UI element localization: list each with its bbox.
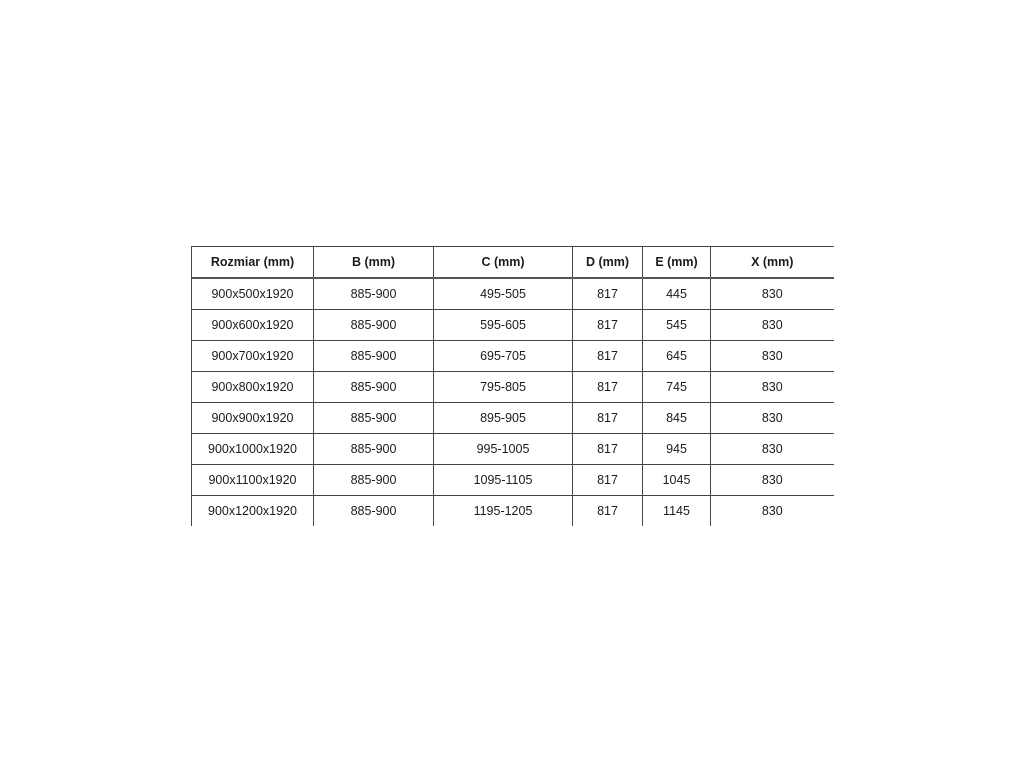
column-header-b: B (mm)	[314, 247, 434, 279]
cell-e: 945	[643, 434, 711, 465]
cell-rozmiar: 900x600x1920	[192, 310, 314, 341]
cell-rozmiar: 900x1000x1920	[192, 434, 314, 465]
cell-e: 545	[643, 310, 711, 341]
cell-x: 830	[711, 278, 834, 310]
cell-x: 830	[711, 341, 834, 372]
cell-d: 817	[573, 496, 643, 527]
cell-b: 885-900	[314, 403, 434, 434]
cell-c: 1195-1205	[434, 496, 573, 527]
column-header-c: C (mm)	[434, 247, 573, 279]
cell-d: 817	[573, 465, 643, 496]
table-row	[192, 496, 834, 527]
cell-x: 830	[711, 465, 834, 496]
table-row	[192, 341, 834, 372]
cell-e: 745	[643, 372, 711, 403]
table-header	[192, 247, 834, 279]
table-body	[192, 278, 834, 526]
cell-rozmiar: 900x1200x1920	[192, 496, 314, 527]
cell-rozmiar: 900x700x1920	[192, 341, 314, 372]
cell-e: 1145	[643, 496, 711, 527]
cell-x: 830	[711, 496, 834, 527]
cell-b: 885-900	[314, 434, 434, 465]
cell-rozmiar: 900x900x1920	[192, 403, 314, 434]
column-header-d: D (mm)	[573, 247, 643, 279]
cell-c: 595-605	[434, 310, 573, 341]
column-header-e: E (mm)	[643, 247, 711, 279]
cell-e: 445	[643, 278, 711, 310]
cell-d: 817	[573, 372, 643, 403]
cell-d: 817	[573, 341, 643, 372]
table-row	[192, 465, 834, 496]
cell-b: 885-900	[314, 496, 434, 527]
cell-x: 830	[711, 372, 834, 403]
cell-x: 830	[711, 434, 834, 465]
cell-x: 830	[711, 310, 834, 341]
cell-e: 645	[643, 341, 711, 372]
table-row	[192, 434, 834, 465]
cell-c: 1095-1105	[434, 465, 573, 496]
cell-x: 830	[711, 403, 834, 434]
cell-d: 817	[573, 278, 643, 310]
cell-d: 817	[573, 403, 643, 434]
table-row	[192, 372, 834, 403]
cell-c: 695-705	[434, 341, 573, 372]
cell-e: 845	[643, 403, 711, 434]
cell-b: 885-900	[314, 372, 434, 403]
cell-b: 885-900	[314, 341, 434, 372]
column-header-rozmiar: Rozmiar (mm)	[192, 247, 314, 279]
dimensions-table-container	[191, 246, 834, 526]
cell-rozmiar: 900x800x1920	[192, 372, 314, 403]
table-row	[192, 278, 834, 310]
cell-c: 795-805	[434, 372, 573, 403]
cell-b: 885-900	[314, 278, 434, 310]
cell-e: 1045	[643, 465, 711, 496]
cell-rozmiar: 900x500x1920	[192, 278, 314, 310]
cell-d: 817	[573, 310, 643, 341]
cell-b: 885-900	[314, 465, 434, 496]
cell-c: 995-1005	[434, 434, 573, 465]
header-row	[192, 247, 834, 279]
table-row	[192, 310, 834, 341]
dimensions-table	[191, 246, 834, 526]
cell-c: 895-905	[434, 403, 573, 434]
cell-rozmiar: 900x1100x1920	[192, 465, 314, 496]
column-header-x: X (mm)	[711, 247, 834, 279]
cell-c: 495-505	[434, 278, 573, 310]
cell-b: 885-900	[314, 310, 434, 341]
table-row	[192, 403, 834, 434]
cell-d: 817	[573, 434, 643, 465]
